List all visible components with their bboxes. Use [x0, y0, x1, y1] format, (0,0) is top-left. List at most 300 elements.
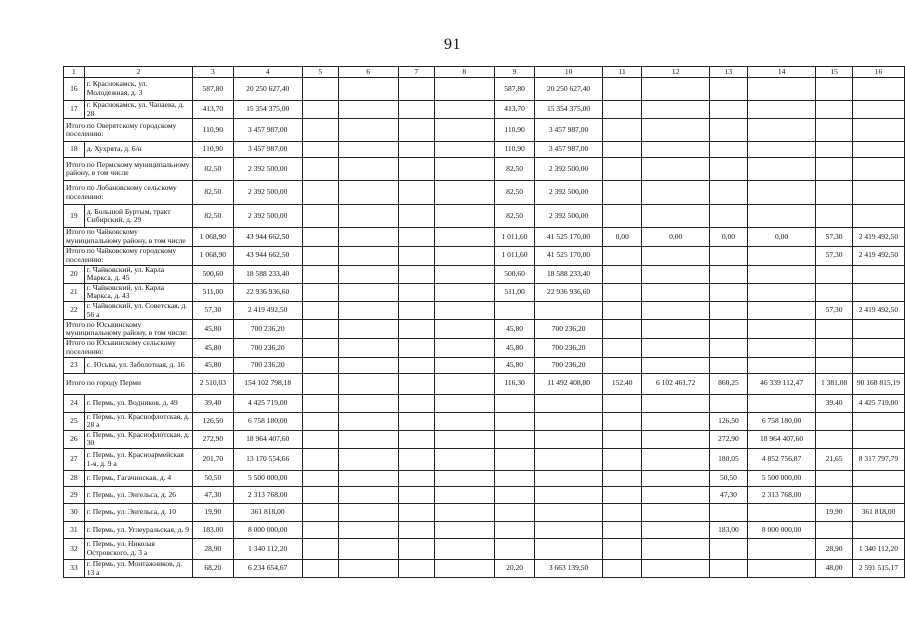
value-cell-col-16: [852, 158, 904, 181]
subtotal-label: Итого по Пермскому муниципальному району, в том числе: [64, 158, 193, 181]
value-cell-col-8: [434, 373, 494, 394]
value-cell-col-7: [398, 430, 434, 448]
value-cell-col-15: 48,00: [816, 560, 853, 578]
value-cell-col-5: [302, 246, 338, 265]
value-cell-col-9: [494, 504, 534, 522]
value-cell-col-9: 511,00: [494, 283, 534, 301]
value-cell-col-15: 57,30: [816, 246, 853, 265]
value-cell-col-3: 587,80: [193, 78, 234, 101]
value-cell-col-5: [302, 78, 338, 101]
value-cell-col-6: [338, 142, 398, 158]
address-cell: г. Пермь, ул. Краснофлотская, д. 28 а: [84, 412, 192, 430]
column-number-row: [64, 67, 905, 78]
column-number: 10: [535, 67, 603, 78]
value-cell-col-8: [434, 302, 494, 320]
value-cell-col-11: [602, 412, 641, 430]
value-cell-col-6: [338, 158, 398, 181]
value-cell-col-10: 2 392 500,00: [535, 205, 603, 228]
value-cell-col-16: [852, 430, 904, 448]
value-cell-col-4: 2 313 768,00: [233, 487, 302, 504]
value-cell-col-8: [434, 320, 494, 339]
value-cell-col-3: 2 510,03: [193, 373, 234, 394]
column-number: 14: [747, 67, 816, 78]
value-cell-col-5: [302, 320, 338, 339]
value-cell-col-15: 28,90: [816, 539, 853, 560]
value-cell-col-4: 43 944 662,50: [233, 246, 302, 265]
value-cell-col-3: 47,30: [193, 487, 234, 504]
subtotal-row: [64, 246, 905, 265]
value-cell-col-7: [398, 412, 434, 430]
row-number: 27: [64, 449, 85, 471]
value-cell-col-6: [338, 412, 398, 430]
value-cell-col-15: 57,30: [816, 302, 853, 320]
value-cell-col-3: 1 068,90: [193, 228, 234, 246]
value-cell-col-11: [602, 283, 641, 301]
value-cell-col-7: [398, 265, 434, 283]
value-cell-col-12: [642, 78, 710, 101]
row-number: 28: [64, 471, 85, 487]
value-cell-col-5: [302, 430, 338, 448]
value-cell-col-10: [535, 412, 603, 430]
value-cell-col-14: 8 000 000,00: [747, 522, 816, 539]
value-cell-col-7: [398, 78, 434, 101]
value-cell-col-4: 2 419 492,50: [233, 302, 302, 320]
value-cell-col-11: [602, 101, 641, 119]
value-cell-col-12: [642, 142, 710, 158]
table-row: [64, 522, 905, 539]
value-cell-col-7: [398, 504, 434, 522]
value-cell-col-6: [338, 265, 398, 283]
value-cell-col-11: [602, 504, 641, 522]
value-cell-col-8: [434, 228, 494, 246]
value-cell-col-8: [434, 394, 494, 412]
value-cell-col-5: [302, 560, 338, 578]
column-number: 4: [233, 67, 302, 78]
value-cell-col-11: [602, 78, 641, 101]
column-number: 9: [494, 67, 534, 78]
value-cell-col-7: [398, 320, 434, 339]
value-cell-col-8: [434, 412, 494, 430]
row-number: 22: [64, 302, 85, 320]
table-row: [64, 265, 905, 283]
value-cell-col-5: [302, 539, 338, 560]
value-cell-col-3: 500,60: [193, 265, 234, 283]
value-cell-col-15: [816, 101, 853, 119]
value-cell-col-8: [434, 265, 494, 283]
value-cell-col-6: [338, 487, 398, 504]
value-cell-col-13: 272,90: [710, 430, 748, 448]
row-number: 29: [64, 487, 85, 504]
subtotal-row: [64, 373, 905, 394]
value-cell-col-8: [434, 560, 494, 578]
value-cell-col-8: [434, 471, 494, 487]
column-number: 12: [642, 67, 710, 78]
value-cell-col-13: 183,00: [710, 522, 748, 539]
value-cell-col-7: [398, 119, 434, 142]
address-cell: г. Пермь, ул. Краснофлотская, д. 30: [84, 430, 192, 448]
value-cell-col-12: [642, 394, 710, 412]
value-cell-col-16: 2 591 515,17: [852, 560, 904, 578]
value-cell-col-5: [302, 412, 338, 430]
value-cell-col-6: [338, 394, 398, 412]
value-cell-col-13: [710, 265, 748, 283]
value-cell-col-16: [852, 320, 904, 339]
value-cell-col-12: [642, 487, 710, 504]
address-cell: д. Хухрята, д. 6/н: [84, 142, 192, 158]
row-number: 20: [64, 265, 85, 283]
value-cell-col-14: [747, 320, 816, 339]
value-cell-col-10: [535, 471, 603, 487]
value-cell-col-12: [642, 449, 710, 471]
value-cell-col-11: [602, 357, 641, 373]
value-cell-col-16: [852, 339, 904, 357]
value-cell-col-16: [852, 181, 904, 205]
value-cell-col-6: [338, 373, 398, 394]
value-cell-col-10: [535, 522, 603, 539]
value-cell-col-4: 8 000 000,00: [233, 522, 302, 539]
value-cell-col-12: [642, 357, 710, 373]
value-cell-col-13: [710, 539, 748, 560]
value-cell-col-5: [302, 283, 338, 301]
column-number: 8: [434, 67, 494, 78]
value-cell-col-15: [816, 412, 853, 430]
table-row: [64, 394, 905, 412]
value-cell-col-10: 700 236,20: [535, 357, 603, 373]
value-cell-col-12: [642, 522, 710, 539]
value-cell-col-7: [398, 181, 434, 205]
value-cell-col-12: [642, 283, 710, 301]
value-cell-col-16: [852, 357, 904, 373]
value-cell-col-3: 28,90: [193, 539, 234, 560]
value-cell-col-15: 57,30: [816, 228, 853, 246]
value-cell-col-15: [816, 522, 853, 539]
row-number: 19: [64, 205, 85, 228]
value-cell-col-11: [602, 181, 641, 205]
value-cell-col-14: 2 313 768,00: [747, 487, 816, 504]
value-cell-col-6: [338, 522, 398, 539]
value-cell-col-14: 0,00: [747, 228, 816, 246]
column-number: 3: [193, 67, 234, 78]
value-cell-col-4: 1 340 112,20: [233, 539, 302, 560]
value-cell-col-10: [535, 504, 603, 522]
value-cell-col-3: 19,90: [193, 504, 234, 522]
value-cell-col-13: [710, 205, 748, 228]
table-row: [64, 471, 905, 487]
value-cell-col-6: [338, 430, 398, 448]
value-cell-col-10: 20 250 627,40: [535, 78, 603, 101]
value-cell-col-9: 45,80: [494, 320, 534, 339]
value-cell-col-11: [602, 430, 641, 448]
value-cell-col-3: 68,20: [193, 560, 234, 578]
value-cell-col-12: [642, 430, 710, 448]
value-cell-col-10: 22 936 936,60: [535, 283, 603, 301]
address-cell: г. Чайковский, ул. Карла Маркса, д. 45: [84, 265, 192, 283]
value-cell-col-3: 45,80: [193, 339, 234, 357]
value-cell-col-14: [747, 504, 816, 522]
value-cell-col-5: [302, 373, 338, 394]
value-cell-col-10: 3 457 987,00: [535, 119, 603, 142]
value-cell-col-15: [816, 320, 853, 339]
value-cell-col-15: [816, 119, 853, 142]
value-cell-col-16: [852, 412, 904, 430]
value-cell-col-10: [535, 430, 603, 448]
subtotal-label: Итого по Лобановскому сельскому поселению:: [64, 181, 193, 205]
value-cell-col-7: [398, 228, 434, 246]
table-row: [64, 412, 905, 430]
value-cell-col-15: [816, 283, 853, 301]
value-cell-col-15: 21,65: [816, 449, 853, 471]
value-cell-col-5: [302, 119, 338, 142]
value-cell-col-16: [852, 119, 904, 142]
value-cell-col-11: [602, 449, 641, 471]
value-cell-col-5: [302, 142, 338, 158]
value-cell-col-10: 41 525 170,00: [535, 246, 603, 265]
value-cell-col-11: [602, 471, 641, 487]
value-cell-col-9: [494, 539, 534, 560]
value-cell-col-10: 15 354 375,00: [535, 101, 603, 119]
value-cell-col-4: 2 392 500,00: [233, 158, 302, 181]
address-cell: г. Краснокамск, ул. Молодежная, д. 3: [84, 78, 192, 101]
value-cell-col-4: 20 250 627,40: [233, 78, 302, 101]
value-cell-col-14: [747, 539, 816, 560]
value-cell-col-6: [338, 471, 398, 487]
subtotal-row: [64, 339, 905, 357]
value-cell-col-10: 700 236,20: [535, 339, 603, 357]
value-cell-col-14: [747, 101, 816, 119]
value-cell-col-13: [710, 78, 748, 101]
value-cell-col-14: [747, 302, 816, 320]
table-row: [64, 283, 905, 301]
value-cell-col-9: [494, 471, 534, 487]
value-cell-col-4: 43 944 662,50: [233, 228, 302, 246]
value-cell-col-7: [398, 283, 434, 301]
value-cell-col-11: [602, 339, 641, 357]
value-cell-col-12: [642, 412, 710, 430]
address-cell: г. Чайковский, ул. Советская, д. 56 а: [84, 302, 192, 320]
table-row: [64, 539, 905, 560]
value-cell-col-16: [852, 522, 904, 539]
value-cell-col-3: 82,50: [193, 158, 234, 181]
value-cell-col-13: [710, 246, 748, 265]
value-cell-col-13: [710, 560, 748, 578]
value-cell-col-15: [816, 265, 853, 283]
value-cell-col-7: [398, 142, 434, 158]
table-row: [64, 487, 905, 504]
column-number: 1: [64, 67, 85, 78]
value-cell-col-12: [642, 504, 710, 522]
value-cell-col-7: [398, 522, 434, 539]
value-cell-col-14: [747, 158, 816, 181]
value-cell-col-16: 4 425 719,00: [852, 394, 904, 412]
address-cell: г. Пермь, ул. Энгельса, д. 26: [84, 487, 192, 504]
value-cell-col-9: 82,50: [494, 158, 534, 181]
subtotal-label: Итого по Чайковскому муниципальному району, в том числе: [64, 228, 193, 246]
address-cell: г. Краснокамск, ул. Чапаева, д. 28: [84, 101, 192, 119]
value-cell-col-7: [398, 246, 434, 265]
value-cell-col-8: [434, 487, 494, 504]
row-number: 18: [64, 142, 85, 158]
value-cell-col-14: [747, 246, 816, 265]
column-number: 7: [398, 67, 434, 78]
value-cell-col-6: [338, 339, 398, 357]
value-cell-col-15: [816, 205, 853, 228]
value-cell-col-13: [710, 181, 748, 205]
value-cell-col-4: 361 818,00: [233, 504, 302, 522]
value-cell-col-14: [747, 560, 816, 578]
value-cell-col-16: [852, 471, 904, 487]
value-cell-col-14: [747, 181, 816, 205]
value-cell-col-6: [338, 283, 398, 301]
value-cell-col-5: [302, 487, 338, 504]
value-cell-col-7: [398, 394, 434, 412]
value-cell-col-10: 2 392 500,00: [535, 181, 603, 205]
value-cell-col-13: [710, 394, 748, 412]
subtotal-label: Итого по Чайковскому городскому поселению:: [64, 246, 193, 265]
value-cell-col-13: [710, 158, 748, 181]
subtotal-row: [64, 119, 905, 142]
value-cell-col-13: [710, 302, 748, 320]
value-cell-col-16: 90 168 815,19: [852, 373, 904, 394]
value-cell-col-4: 6 758 180,00: [233, 412, 302, 430]
value-cell-col-8: [434, 283, 494, 301]
value-cell-col-7: [398, 339, 434, 357]
value-cell-col-13: [710, 119, 748, 142]
value-cell-col-14: 6 758 180,00: [747, 412, 816, 430]
table-row: [64, 449, 905, 471]
value-cell-col-3: 82,50: [193, 205, 234, 228]
value-cell-col-7: [398, 373, 434, 394]
value-cell-col-16: [852, 265, 904, 283]
value-cell-col-5: [302, 449, 338, 471]
subtotal-row: [64, 320, 905, 339]
value-cell-col-9: [494, 487, 534, 504]
value-cell-col-13: [710, 504, 748, 522]
value-cell-col-16: [852, 205, 904, 228]
address-cell: г. Пермь, ул. Красноармейская 1-я, д. 9 а: [84, 449, 192, 471]
row-number: 16: [64, 78, 85, 101]
value-cell-col-9: 587,80: [494, 78, 534, 101]
value-cell-col-16: [852, 78, 904, 101]
program-table: [63, 66, 905, 578]
value-cell-col-3: 45,80: [193, 357, 234, 373]
value-cell-col-10: [535, 394, 603, 412]
value-cell-col-13: 50,50: [710, 471, 748, 487]
value-cell-col-14: [747, 119, 816, 142]
value-cell-col-11: [602, 302, 641, 320]
value-cell-col-8: [434, 119, 494, 142]
value-cell-col-16: [852, 283, 904, 301]
value-cell-col-4: 700 236,20: [233, 339, 302, 357]
value-cell-col-14: [747, 142, 816, 158]
value-cell-col-15: [816, 430, 853, 448]
value-cell-col-3: 45,80: [193, 320, 234, 339]
value-cell-col-14: [747, 339, 816, 357]
value-cell-col-13: [710, 142, 748, 158]
value-cell-col-13: 180,05: [710, 449, 748, 471]
value-cell-col-8: [434, 539, 494, 560]
value-cell-col-5: [302, 471, 338, 487]
value-cell-col-11: [602, 265, 641, 283]
value-cell-col-13: 47,30: [710, 487, 748, 504]
value-cell-col-9: 45,80: [494, 339, 534, 357]
value-cell-col-8: [434, 158, 494, 181]
value-cell-col-11: [602, 320, 641, 339]
value-cell-col-5: [302, 265, 338, 283]
value-cell-col-6: [338, 504, 398, 522]
value-cell-col-16: 8 317 797,79: [852, 449, 904, 471]
value-cell-col-7: [398, 471, 434, 487]
value-cell-col-8: [434, 504, 494, 522]
value-cell-col-9: [494, 522, 534, 539]
value-cell-col-6: [338, 228, 398, 246]
address-cell: г. Пермь, ул. Водников, д. 49: [84, 394, 192, 412]
row-number: 26: [64, 430, 85, 448]
value-cell-col-3: 39,40: [193, 394, 234, 412]
value-cell-col-10: 3 457 987,00: [535, 142, 603, 158]
value-cell-col-8: [434, 142, 494, 158]
value-cell-col-15: [816, 357, 853, 373]
value-cell-col-6: [338, 78, 398, 101]
row-number: 31: [64, 522, 85, 539]
value-cell-col-14: [747, 205, 816, 228]
value-cell-col-14: [747, 265, 816, 283]
value-cell-col-11: [602, 246, 641, 265]
subtotal-label: Итого по Юсьвинскому муниципальному району, в том числе:: [64, 320, 193, 339]
value-cell-col-10: 11 492 408,80: [535, 373, 603, 394]
value-cell-col-9: [494, 394, 534, 412]
value-cell-col-12: [642, 265, 710, 283]
subtotal-row: [64, 158, 905, 181]
value-cell-col-9: 500,60: [494, 265, 534, 283]
value-cell-col-8: [434, 522, 494, 539]
value-cell-col-4: 700 236,20: [233, 357, 302, 373]
value-cell-col-3: 50,50: [193, 471, 234, 487]
table-row: [64, 560, 905, 578]
subtotal-label: Итого по городу Перми: [64, 373, 193, 394]
value-cell-col-12: [642, 101, 710, 119]
value-cell-col-13: [710, 283, 748, 301]
value-cell-col-16: 1 340 112,20: [852, 539, 904, 560]
value-cell-col-9: [494, 302, 534, 320]
value-cell-col-15: [816, 339, 853, 357]
value-cell-col-16: 2 419 492,50: [852, 228, 904, 246]
value-cell-col-7: [398, 101, 434, 119]
value-cell-col-9: [494, 430, 534, 448]
value-cell-col-11: 0,00: [602, 228, 641, 246]
value-cell-col-8: [434, 430, 494, 448]
address-cell: г. Пермь, ул. Углеуральская, д. 9: [84, 522, 192, 539]
value-cell-col-3: 413,70: [193, 101, 234, 119]
value-cell-col-12: [642, 320, 710, 339]
column-number: 5: [302, 67, 338, 78]
value-cell-col-8: [434, 101, 494, 119]
value-cell-col-14: [747, 283, 816, 301]
value-cell-col-16: 2 419 492,50: [852, 246, 904, 265]
value-cell-col-4: 18 588 233,40: [233, 265, 302, 283]
address-cell: г. Пермь, ул. Энгельса, д. 10: [84, 504, 192, 522]
address-cell: г. Пермь, ул. Монтажников, д. 13 а: [84, 560, 192, 578]
value-cell-col-16: [852, 142, 904, 158]
table-row: [64, 205, 905, 228]
value-cell-col-7: [398, 449, 434, 471]
value-cell-col-6: [338, 205, 398, 228]
value-cell-col-4: 13 170 554,66: [233, 449, 302, 471]
value-cell-col-3: 511,00: [193, 283, 234, 301]
value-cell-col-9: 110,90: [494, 142, 534, 158]
value-cell-col-10: 3 663 139,50: [535, 560, 603, 578]
value-cell-col-5: [302, 394, 338, 412]
value-cell-col-10: [535, 539, 603, 560]
